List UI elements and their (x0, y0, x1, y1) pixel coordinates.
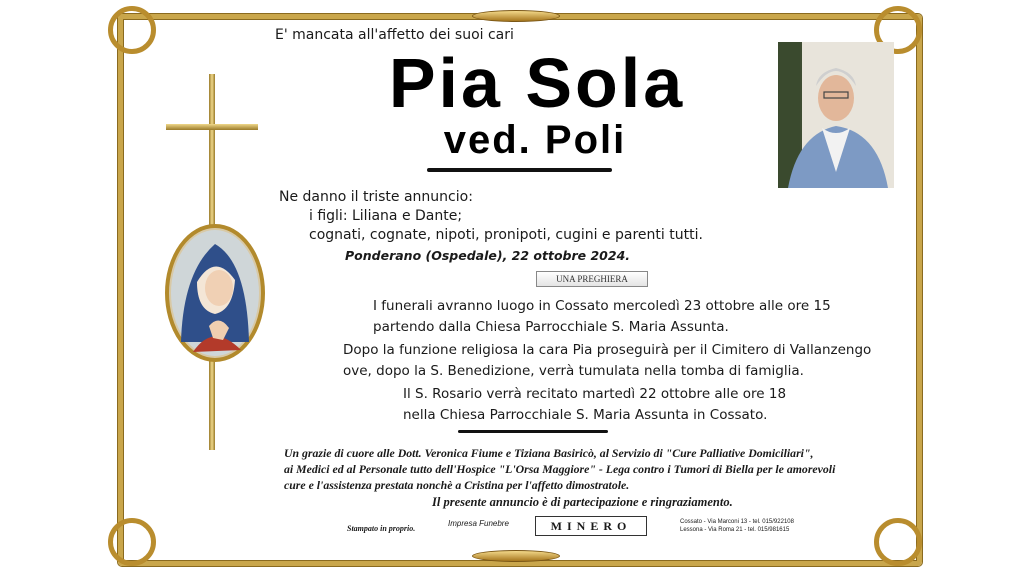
thanks-line: Un grazie di cuore alle Dott. Veronica Fiume e Tiziana Basiricò, al Servizio di "Cure Palliative Domiciliari", (284, 446, 814, 460)
frame-top-ornament (472, 10, 560, 22)
announcement-line: cognati, cognate, nipoti, pronipoti, cugini e parenti tutti. (309, 227, 703, 243)
funeral-home-label: Impresa Funebre (448, 519, 509, 528)
rosary-info (403, 384, 786, 426)
thanks-line: cure e l'assistenza prestata nonchè a Cristina per l'affetto dimostratole. (284, 478, 630, 492)
funeral-home-address (680, 518, 794, 534)
burial-line: ove, dopo la S. Benedizione, verrà tumulata nella tomba di famiglia. (343, 363, 804, 379)
address-line: Lessona - Via Roma 21 - tel. 015/981615 (680, 527, 790, 533)
place-date: Ponderano (Ospedale), 22 ottobre 2024. (345, 248, 631, 263)
burial-info (343, 340, 871, 382)
frame-corner-ornament (108, 518, 156, 566)
burial-line: Dopo la funzione religiosa la cara Pia proseguirà per il Cimitero di Vallanzengo (343, 342, 872, 358)
funeral-line: partendo dalla Chiesa Parrocchiale S. Maria Assunta. (373, 319, 729, 335)
rosary-line: nella Chiesa Parrocchiale S. Maria Assunta in Cossato. (403, 407, 768, 423)
madonna-medallion (163, 222, 267, 364)
printed-note: Stampato in proprio. (347, 524, 416, 533)
funeral-info (373, 296, 831, 338)
rosary-line: Il S. Rosario verrà recitato martedì 22 ottobre alle ore 18 (403, 386, 787, 402)
portrait-photo (778, 42, 894, 188)
closing-text: Il presente annuncio è di partecipazione e ringraziamento. (432, 495, 733, 509)
divider (427, 168, 612, 172)
thanks-text (284, 445, 894, 493)
funeral-line: I funerali avranno luogo in Cossato mercoledì 23 ottobre alle ore 15 (373, 298, 831, 314)
announcement (279, 188, 703, 245)
prayer-label: UNA PREGHIERA (536, 271, 648, 287)
deceased-name: Pia Sola (388, 44, 686, 122)
announcement-line: Ne danno il triste annuncio: (279, 189, 473, 205)
thanks-line: ai Medici ed al Personale tutto dell'Hospice "L'Orsa Maggiore" - Lega contro i Tumori di Biella per le amorevoli (284, 462, 836, 476)
intro-text: E' mancata all'affetto dei suoi cari (275, 27, 514, 43)
frame-bottom-ornament (472, 550, 560, 562)
address-line: Cossato - Via Marconi 13 - tel. 015/922108 (680, 519, 794, 525)
frame-corner-ornament (108, 6, 156, 54)
divider (458, 430, 608, 433)
announcement-line: i figli: Liliana e Dante; (309, 208, 463, 224)
deceased-subname: ved. Poli (443, 118, 627, 162)
frame-corner-ornament (874, 518, 922, 566)
funeral-home-logo: MINERO (535, 516, 647, 536)
